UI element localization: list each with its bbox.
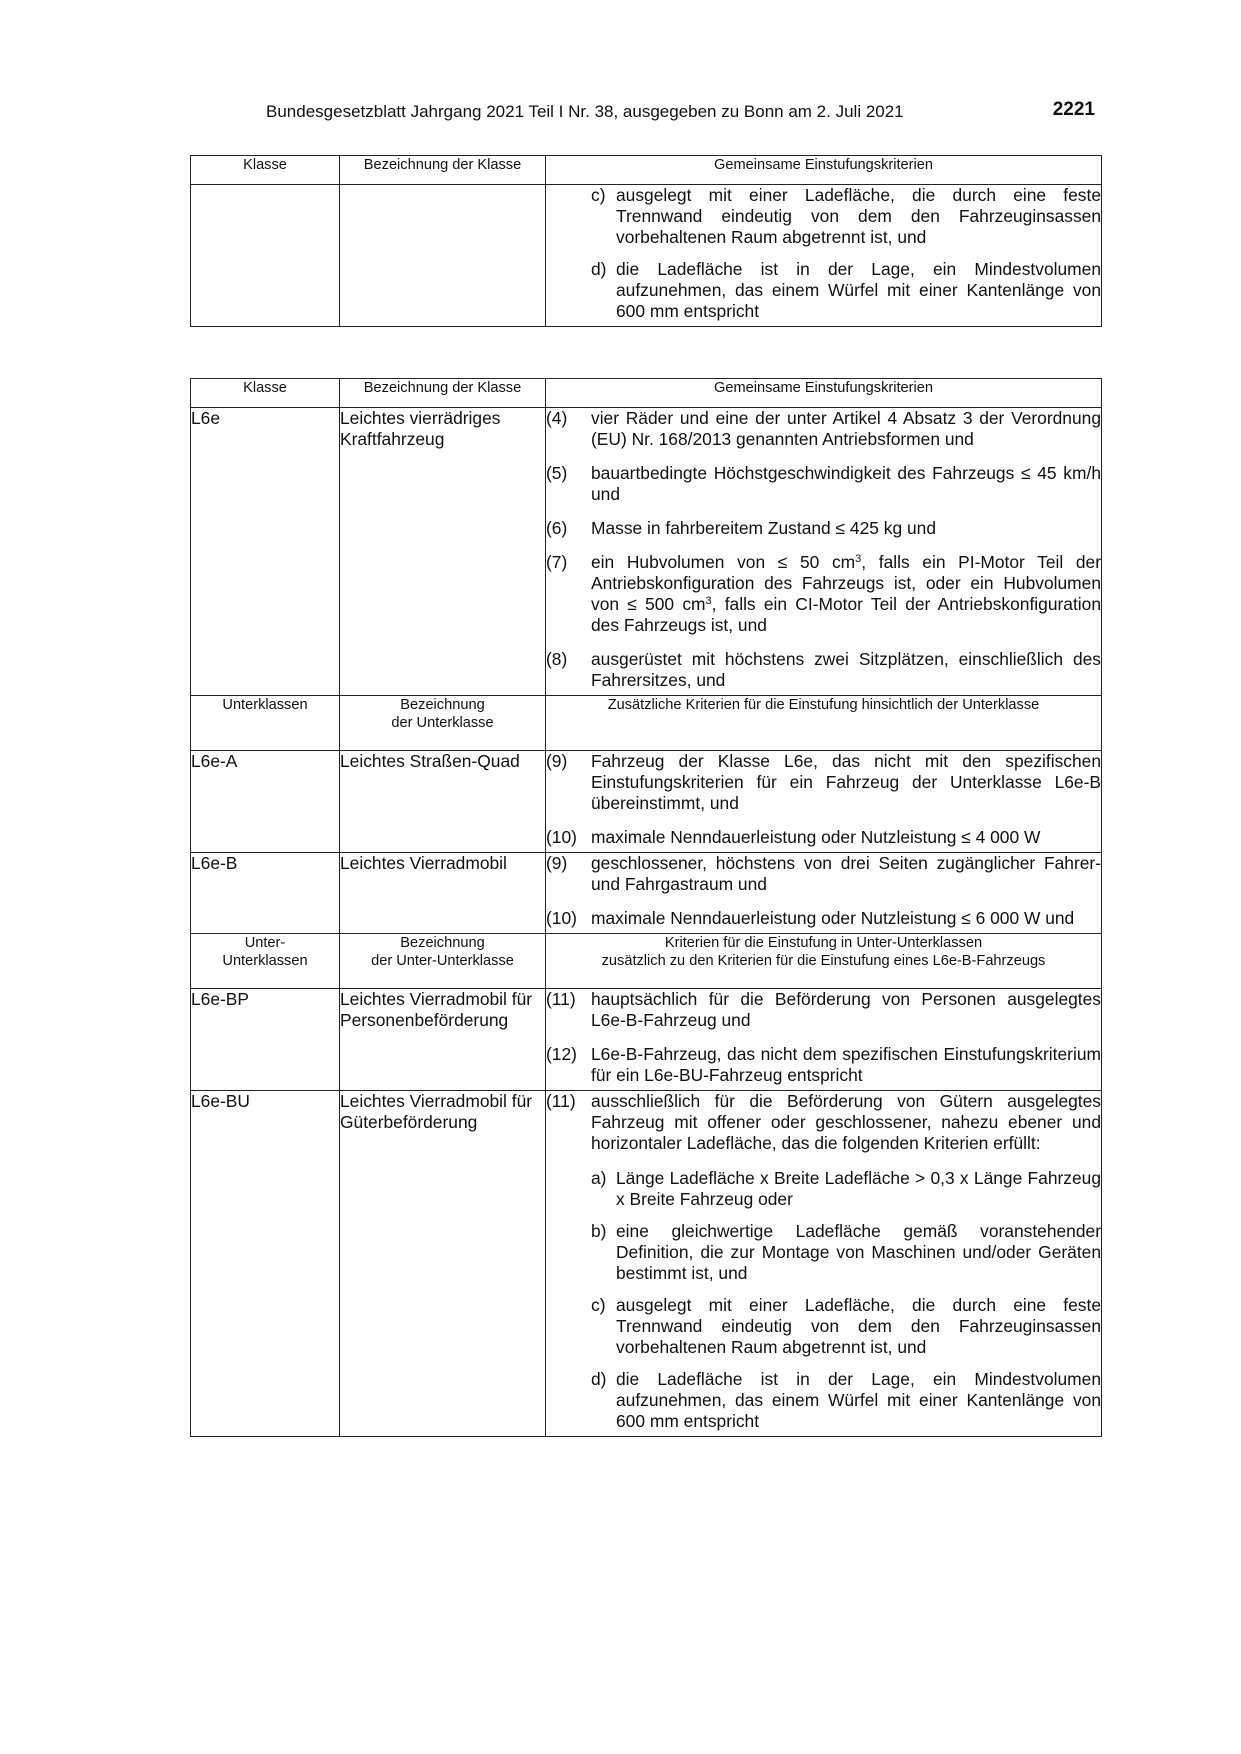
item-text: bauartbedingte Höchstgeschwindigkeit des Fahrzeugs ≤ 45 km/h und (591, 463, 1101, 504)
list-item (591, 1295, 1101, 1358)
item-text-part: , falls ein CI-Motor Teil der Antriebskonfiguration des Fahrzeugs ist, und (591, 594, 1101, 635)
criteria-cell (546, 1091, 1102, 1437)
header-bezeichnung: Bezeichnung der Klasse (340, 379, 546, 408)
criteria-cell (546, 185, 1102, 327)
header-kriterien: Gemeinsame Einstufungskriterien (546, 156, 1102, 185)
header-line: zusätzlich zu den Kriterien für die Einstufung eines L6e-B-Fahrzeugs (601, 953, 1046, 969)
item-letter: d) (591, 1369, 607, 1389)
item-letter: c) (591, 1295, 606, 1315)
table-row (191, 853, 1102, 934)
subsubclass-header-row (191, 934, 1102, 989)
item-text-part: ein Hubvolumen von ≤ 50 cm (591, 552, 856, 572)
item-text: vier Räder und eine der unter Artikel 4 Absatz 3 der Verordnung (EU) Nr. 168/2013 genannten Antriebsformen und (591, 408, 1101, 449)
header-zusaetzliche-kriterien: Zusätzliche Kriterien für die Einstufung hinsichtlich der Unterklasse (546, 696, 1102, 751)
item-number: (6) (546, 518, 568, 538)
list-item (546, 1044, 1101, 1086)
item-text: die Ladefläche ist in der Lage, ein Mindestvolumen aufzunehmen, das einem Würfel mit einer Kantenlänge von 600 mm entspricht (616, 1369, 1101, 1431)
header-klasse: Klasse (191, 156, 340, 185)
table-row (191, 408, 1102, 696)
item-number: (10) (546, 827, 577, 847)
list-item (591, 185, 1101, 248)
list-item (546, 408, 1101, 450)
header-bezeichnung: Bezeichnung der Klasse (340, 156, 546, 185)
list-item (591, 1168, 1101, 1210)
list-item (546, 552, 1101, 636)
item-number: (9) (546, 853, 568, 873)
page-header (190, 98, 1095, 126)
page-number: 2221 (1052, 99, 1095, 120)
item-letter: d) (591, 259, 607, 279)
class-code: L6e-BP (191, 989, 340, 1091)
item-text (591, 552, 1101, 636)
header-klasse: Klasse (191, 379, 340, 408)
header-line: Bezeichnung (400, 935, 485, 951)
header-line: Unterklassen (222, 953, 308, 969)
header-line: Kriterien für die Einstufung in Unter-Unterklassen (664, 935, 983, 951)
header-bezeichnung-unter-unterklasse (340, 934, 546, 989)
header-kriterien: Gemeinsame Einstufungskriterien (546, 379, 1102, 408)
item-letter: c) (591, 185, 606, 205)
item-text: Fahrzeug der Klasse L6e, das nicht mit den spezifischen Einstufungskriterien für ein Fahrzeug der Unterklasse L6e-B übereinstimmt, und (591, 751, 1101, 813)
list-item (546, 518, 1101, 539)
item-text-part: , falls ein PI-Motor Teil der Antriebskonfiguration des Fahrzeugs ist, oder ein Hubvolumen von ≤ 500 cm (591, 552, 1101, 614)
header-kriterien-unter-unterklassen (546, 934, 1102, 989)
item-number: (9) (546, 751, 568, 771)
table-header-row (191, 156, 1102, 185)
item-number: (4) (546, 408, 568, 428)
class-code: L6e-B (191, 853, 340, 934)
item-text: L6e-B-Fahrzeug, das nicht dem spezifischen Einstufungskriterium für ein L6e-BU-Fahrzeug entspricht (591, 1044, 1101, 1085)
superscript: 3 (705, 595, 712, 607)
table-row (191, 989, 1102, 1091)
item-number: (7) (546, 552, 568, 572)
superscript: 3 (855, 553, 862, 565)
header-unterklassen: Unterklassen (191, 696, 340, 751)
list-item (591, 1369, 1101, 1432)
item-text: ausgerüstet mit höchstens zwei Sitzplätzen, einschließlich des Fahrersitzes, und (591, 649, 1101, 690)
list-item (591, 1221, 1101, 1284)
subclass-header-row (191, 696, 1102, 751)
classification-table-continued (190, 155, 1102, 327)
item-text: maximale Nenndauerleistung oder Nutzleistung ≤ 4 000 W (591, 827, 1041, 847)
item-number: (11) (546, 989, 576, 1009)
table-row (191, 185, 1102, 327)
item-text: Länge Ladefläche x Breite Ladefläche > 0,3 x Länge Fahrzeug x Breite Fahrzeug oder (616, 1168, 1101, 1209)
class-code: L6e-BU (191, 1091, 340, 1437)
criteria-cell (546, 853, 1102, 934)
list-item (546, 827, 1101, 848)
header-title: Bundesgesetzblatt Jahrgang 2021 Teil I Nr. 38, ausgegeben zu Bonn am 2. Juli 2021 (266, 102, 904, 121)
item-number: (11) (546, 1091, 576, 1111)
list-item (546, 989, 1101, 1031)
class-code: L6e (191, 408, 340, 696)
item-text: hauptsächlich für die Beförderung von Personen ausgelegtes L6e-B-Fahrzeug und (591, 989, 1101, 1030)
item-letter: a) (591, 1168, 607, 1188)
class-name: Leichtes vierrädriges Kraftfahrzeug (340, 408, 546, 696)
list-item (546, 463, 1101, 505)
item-text: ausschließlich für die Beförderung von Gütern ausgelegtes Fahrzeug mit offener oder geschlossener, nahezu ebener und horizontaler Ladefläche, das die folgenden Kriterien erfüllt: (591, 1091, 1101, 1153)
list-item (546, 853, 1101, 895)
item-number: (5) (546, 463, 568, 483)
header-line: Unter- (244, 935, 286, 951)
item-text: maximale Nenndauerleistung oder Nutzleistung ≤ 6 000 W und (591, 908, 1075, 928)
header-line: der Unter-Unterklasse (371, 953, 514, 969)
class-name: Leichtes Vierradmobil für Güterbeförderung (340, 1091, 546, 1437)
list-item (546, 908, 1101, 929)
class-code: L6e-A (191, 751, 340, 853)
header-unter-unterklassen (191, 934, 340, 989)
table-row (191, 751, 1102, 853)
item-text: ausgelegt mit einer Ladefläche, die durch eine feste Trennwand eindeutig von dem den Fahrzeuginsassen vorbehaltenen Raum abgetrennt ist, und (616, 185, 1101, 247)
list-item (546, 649, 1101, 691)
criteria-cell (546, 989, 1102, 1091)
criteria-cell (546, 408, 1102, 696)
item-text: eine gleichwertige Ladefläche gemäß voranstehender Definition, die zur Montage von Maschinen und/oder Geräten bestimmt ist, und (616, 1221, 1101, 1283)
item-number: (12) (546, 1044, 577, 1064)
item-text: Masse in fahrbereitem Zustand ≤ 425 kg und (591, 518, 936, 538)
class-name: Leichtes Straßen-Quad (340, 751, 546, 853)
header-line: der Unterklasse (391, 715, 494, 731)
criteria-cell (546, 751, 1102, 853)
list-item (546, 751, 1101, 814)
table-header-row (191, 379, 1102, 408)
header-bezeichnung-unterklasse (340, 696, 546, 751)
item-number: (8) (546, 649, 568, 669)
list-item (591, 259, 1101, 322)
table-row (191, 1091, 1102, 1437)
item-text: ausgelegt mit einer Ladefläche, die durch eine feste Trennwand eindeutig von dem den Fahrzeuginsassen vorbehaltenen Raum abgetrennt ist, und (616, 1295, 1101, 1357)
item-number: (10) (546, 908, 577, 928)
classification-table-l6e (190, 378, 1102, 1437)
class-name: Leichtes Vierradmobil (340, 853, 546, 934)
item-letter: b) (591, 1221, 607, 1241)
header-line: Bezeichnung (400, 697, 485, 713)
item-text: die Ladefläche ist in der Lage, ein Mindestvolumen aufzunehmen, das einem Würfel mit einer Kantenlänge von 600 mm entspricht (616, 259, 1101, 321)
list-item (546, 1091, 1101, 1154)
class-name: Leichtes Vierradmobil für Personenbeförderung (340, 989, 546, 1091)
item-text: geschlossener, höchstens von drei Seiten zugänglicher Fahrer- und Fahrgastraum und (591, 853, 1101, 894)
